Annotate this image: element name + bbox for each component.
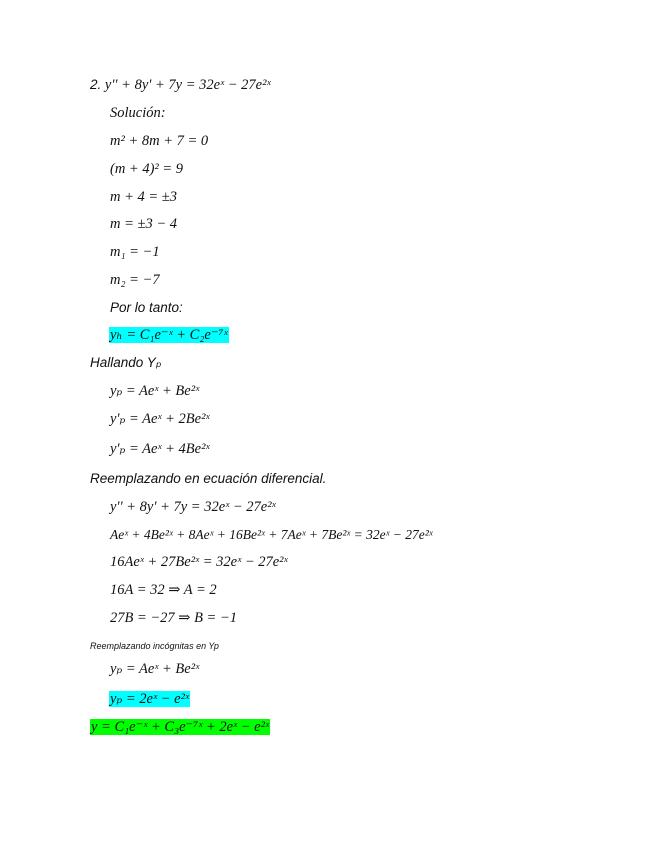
problem-statement [90, 75, 271, 95]
hallando-yp-label: Hallando Yₚ [90, 355, 162, 370]
characteristic-eq-3: m + 4 = ±3 [110, 189, 177, 205]
root-m2: m₂ = −7 [110, 272, 160, 288]
reemplazando-incognitas-label: Reemplazando incógnitas en Yp [90, 641, 219, 651]
general-solution-text: y = C₁e⁻ˣ + C₃e⁻⁷ˣ + 2eˣ − e²ˣ [91, 719, 270, 735]
problem-equation: y'' + 8y' + 7y = 32eˣ − 27e²ˣ [104, 77, 271, 93]
substitution-1: y'' + 8y' + 7y = 32eˣ − 27e²ˣ [110, 499, 276, 515]
general-solution [90, 717, 270, 737]
particular-solution [109, 689, 190, 709]
root-m1: m₁ = −1 [110, 244, 160, 260]
characteristic-eq-4: m = ±3 − 4 [110, 216, 177, 232]
coefficient-a: 16A = 32 ⇒ A = 2 [110, 582, 217, 598]
problem-number: 2. [90, 77, 102, 92]
solution-label: Solución: [110, 105, 166, 121]
particular-solution-text: yₚ = 2eˣ − e²ˣ [110, 691, 189, 707]
yp-line-2: y'ₚ = Aeˣ + 2Be²ˣ [110, 411, 210, 427]
yp-general: yₚ = Aeˣ + Be²ˣ [110, 661, 200, 677]
homogeneous-solution-text: yₕ = C₁e⁻ˣ + C₂e⁻⁷ˣ [110, 327, 228, 343]
yp-line-1: yₚ = Aeˣ + Be²ˣ [110, 383, 200, 399]
substitution-3: 16Aeˣ + 27Be²ˣ = 32eˣ − 27e²ˣ [110, 554, 288, 570]
reemplazando-label: Reemplazando en ecuación diferencial. [90, 471, 327, 486]
yp-line-3: y'ₚ = Aeˣ + 4Be²ˣ [110, 441, 210, 457]
characteristic-eq-1: m² + 8m + 7 = 0 [110, 133, 209, 149]
homogeneous-solution [109, 325, 229, 345]
coefficient-b: 27B = −27 ⇒ B = −1 [110, 610, 238, 626]
por-lo-tanto-label: Por lo tanto: [110, 300, 183, 315]
substitution-2: Aeˣ + 4Be²ˣ + 8Aeˣ + 16Be²ˣ + 7Aeˣ + 7Be²ˣ = 32eˣ − 27e²ˣ [110, 527, 433, 542]
characteristic-eq-2: (m + 4)² = 9 [110, 161, 184, 177]
